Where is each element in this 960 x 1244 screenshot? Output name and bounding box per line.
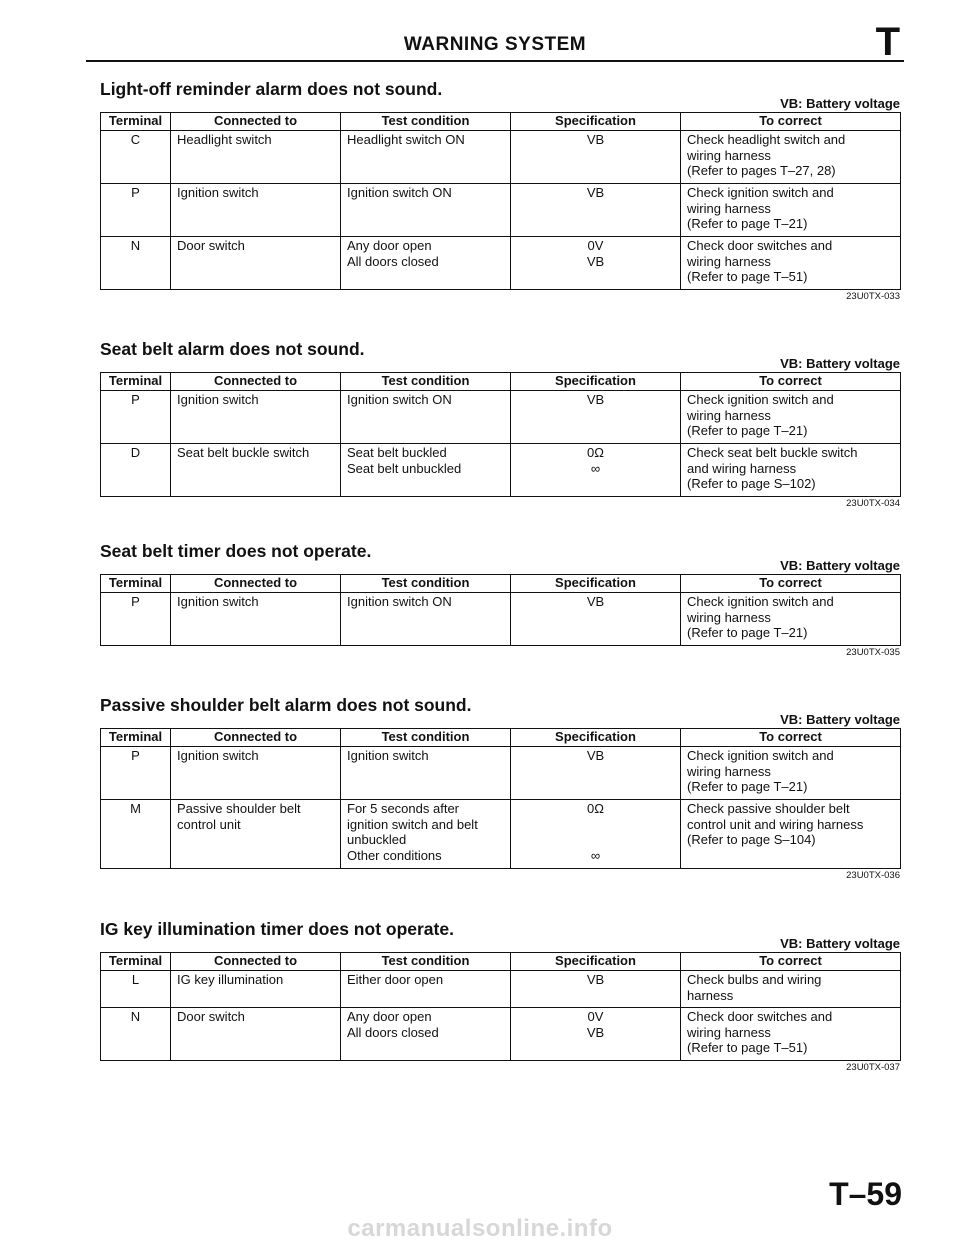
- specification-cell: VB: [511, 593, 681, 646]
- figure-code: 23U0TX-034: [846, 498, 900, 509]
- test-condition-cell: Either door open: [341, 971, 511, 1008]
- column-header-connected-to: Connected to: [171, 373, 341, 391]
- section-letter: T: [875, 20, 900, 64]
- section-title: IG key illumination timer does not operate.: [100, 919, 454, 939]
- test-condition-cell: Ignition switch: [341, 747, 511, 800]
- section-seat-belt-timer: [100, 540, 902, 659]
- column-header-connected-to: Connected to: [171, 729, 341, 747]
- column-header-connected-to: Connected to: [171, 953, 341, 971]
- terminal-cell: N: [101, 237, 171, 290]
- spec-table: [100, 574, 901, 646]
- page-title: WARNING SYSTEM: [403, 34, 587, 55]
- battery-voltage-note: VB: Battery voltage: [780, 936, 900, 951]
- spec-table: [100, 728, 901, 869]
- column-header-to-correct: To correct: [681, 113, 901, 131]
- column-header-specification: Specification: [511, 373, 681, 391]
- section-title: Seat belt timer does not operate.: [100, 541, 372, 561]
- column-header-terminal: Terminal: [101, 373, 171, 391]
- connected-to-cell: Seat belt buckle switch: [171, 444, 341, 497]
- column-header-connected-to: Connected to: [171, 575, 341, 593]
- to-correct-cell: Check ignition switch and wiring harness (Refer to page T–21): [681, 184, 901, 237]
- terminal-cell: P: [101, 747, 171, 800]
- table-header-row: [101, 575, 901, 593]
- figure-code: 23U0TX-035: [846, 647, 900, 658]
- specification-cell: VB: [511, 131, 681, 184]
- column-header-to-correct: To correct: [681, 729, 901, 747]
- to-correct-cell: Check ignition switch and wiring harness (Refer to page T–21): [681, 391, 901, 444]
- to-correct-cell: Check bulbs and wiring harness: [681, 971, 901, 1008]
- figure-code: 23U0TX-037: [846, 1062, 900, 1073]
- table-header-row: [101, 113, 901, 131]
- table-row: [101, 747, 901, 800]
- terminal-cell: C: [101, 131, 171, 184]
- specification-cell: 0V VB: [511, 1008, 681, 1061]
- page-header: [86, 20, 904, 64]
- section-title: Light-off reminder alarm does not sound.: [100, 79, 443, 99]
- section-title: Seat belt alarm does not sound.: [100, 339, 365, 359]
- connected-to-cell: Door switch: [171, 237, 341, 290]
- table-row: [101, 800, 901, 869]
- connected-to-cell: Ignition switch: [171, 391, 341, 444]
- table-row: [101, 391, 901, 444]
- connected-to-cell: IG key illumination: [171, 971, 341, 1008]
- test-condition-cell: Ignition switch ON: [341, 391, 511, 444]
- column-header-terminal: Terminal: [101, 113, 171, 131]
- table-header-row: [101, 953, 901, 971]
- page-number: T–59: [829, 1176, 902, 1212]
- test-condition-cell: Any door open All doors closed: [341, 237, 511, 290]
- to-correct-cell: Check headlight switch and wiring harness (Refer to pages T–27, 28): [681, 131, 901, 184]
- section-light-off-reminder: [100, 78, 902, 303]
- section-ig-key-illumination: [100, 918, 902, 1074]
- connected-to-cell: Door switch: [171, 1008, 341, 1061]
- connected-to-cell: Passive shoulder belt control unit: [171, 800, 341, 869]
- to-correct-cell: Check door switches and wiring harness (Refer to page T–51): [681, 237, 901, 290]
- to-correct-cell: Check door switches and wiring harness (Refer to page T–51): [681, 1008, 901, 1061]
- connected-to-cell: Ignition switch: [171, 593, 341, 646]
- battery-voltage-note: VB: Battery voltage: [780, 712, 900, 727]
- column-header-to-correct: To correct: [681, 373, 901, 391]
- table-header-row: [101, 729, 901, 747]
- specification-cell: VB: [511, 391, 681, 444]
- watermark-text: carmanualsonline.info: [347, 1215, 613, 1242]
- column-header-specification: Specification: [511, 575, 681, 593]
- test-condition-cell: Ignition switch ON: [341, 593, 511, 646]
- specification-cell: 0Ω ∞: [511, 800, 681, 869]
- terminal-cell: M: [101, 800, 171, 869]
- test-condition-cell: Seat belt buckled Seat belt unbuckled: [341, 444, 511, 497]
- battery-voltage-note: VB: Battery voltage: [780, 356, 900, 371]
- spec-table: [100, 952, 901, 1061]
- section-passive-shoulder-belt: [100, 694, 902, 882]
- column-header-test-condition: Test condition: [341, 113, 511, 131]
- specification-cell: VB: [511, 184, 681, 237]
- column-header-terminal: Terminal: [101, 575, 171, 593]
- test-condition-cell: Ignition switch ON: [341, 184, 511, 237]
- battery-voltage-note: VB: Battery voltage: [780, 558, 900, 573]
- figure-code: 23U0TX-036: [846, 870, 900, 881]
- terminal-cell: P: [101, 593, 171, 646]
- to-correct-cell: Check ignition switch and wiring harness (Refer to page T–21): [681, 747, 901, 800]
- specification-cell: 0Ω ∞: [511, 444, 681, 497]
- spec-table: [100, 372, 901, 497]
- table-row: [101, 593, 901, 646]
- to-correct-cell: Check passive shoulder belt control unit and wiring harness (Refer to page S–104): [681, 800, 901, 869]
- column-header-test-condition: Test condition: [341, 729, 511, 747]
- column-header-connected-to: Connected to: [171, 113, 341, 131]
- table-row: [101, 971, 901, 1008]
- specification-cell: 0V VB: [511, 237, 681, 290]
- terminal-cell: P: [101, 184, 171, 237]
- column-header-test-condition: Test condition: [341, 373, 511, 391]
- column-header-to-correct: To correct: [681, 953, 901, 971]
- test-condition-cell: Any door open All doors closed: [341, 1008, 511, 1061]
- connected-to-cell: Ignition switch: [171, 747, 341, 800]
- column-header-specification: Specification: [511, 113, 681, 131]
- column-header-terminal: Terminal: [101, 729, 171, 747]
- test-condition-cell: Headlight switch ON: [341, 131, 511, 184]
- section-title: Passive shoulder belt alarm does not sound.: [100, 695, 472, 715]
- terminal-cell: N: [101, 1008, 171, 1061]
- battery-voltage-note: VB: Battery voltage: [780, 96, 900, 111]
- column-header-specification: Specification: [511, 953, 681, 971]
- header-rule: [86, 60, 904, 62]
- specification-cell: VB: [511, 747, 681, 800]
- table-row: [101, 184, 901, 237]
- connected-to-cell: Headlight switch: [171, 131, 341, 184]
- figure-code: 23U0TX-033: [846, 291, 900, 302]
- terminal-cell: D: [101, 444, 171, 497]
- connected-to-cell: Ignition switch: [171, 184, 341, 237]
- column-header-test-condition: Test condition: [341, 575, 511, 593]
- table-row: [101, 131, 901, 184]
- to-correct-cell: Check ignition switch and wiring harness (Refer to page T–21): [681, 593, 901, 646]
- specification-cell: VB: [511, 971, 681, 1008]
- spec-table: [100, 112, 901, 290]
- column-header-test-condition: Test condition: [341, 953, 511, 971]
- terminal-cell: L: [101, 971, 171, 1008]
- test-condition-cell: For 5 seconds after ignition switch and belt unbuckled Other conditions: [341, 800, 511, 869]
- table-row: [101, 444, 901, 497]
- section-seat-belt-alarm: [100, 338, 902, 510]
- column-header-to-correct: To correct: [681, 575, 901, 593]
- table-row: [101, 1008, 901, 1061]
- table-header-row: [101, 373, 901, 391]
- table-row: [101, 237, 901, 290]
- to-correct-cell: Check seat belt buckle switch and wiring harness (Refer to page S–102): [681, 444, 901, 497]
- column-header-terminal: Terminal: [101, 953, 171, 971]
- terminal-cell: P: [101, 391, 171, 444]
- column-header-specification: Specification: [511, 729, 681, 747]
